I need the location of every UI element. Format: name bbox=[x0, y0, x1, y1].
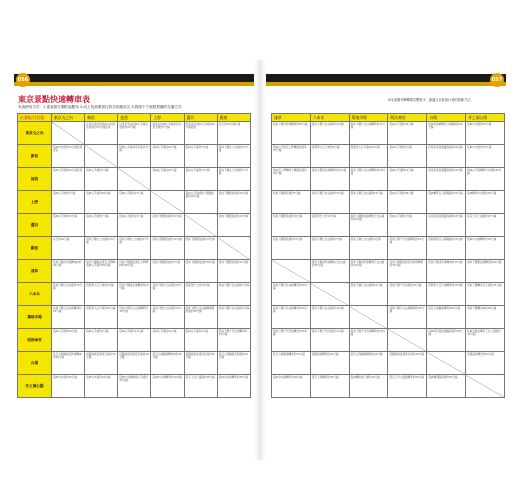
origin-station-label: 池袋 bbox=[18, 168, 52, 191]
column-header: 井之頭公園 bbox=[466, 114, 505, 122]
table-row bbox=[18, 375, 251, 398]
column-header: 淺草 bbox=[272, 114, 311, 122]
table-row bbox=[18, 352, 251, 375]
route-cell: 搭JR至澀谷轉京王井之頭線約30分鐘 bbox=[466, 329, 505, 352]
route-cell: 搭JR山手線約7分鐘 bbox=[85, 214, 118, 237]
route-cell: 搭地下鐵日比谷線約7分鐘 bbox=[310, 237, 349, 260]
right-page-note: ※本表僅列舉轉乘次數較少，最適合自助旅行者的路線方法。 bbox=[388, 98, 474, 102]
route-cell: 步行約10分鐘可達 bbox=[217, 122, 250, 145]
route-cell: 搭JR山手線約4分鐘 bbox=[388, 145, 427, 168]
same-station-cell bbox=[310, 283, 349, 306]
same-station-cell bbox=[52, 122, 85, 145]
route-cell: 搭京王井之頭線轉乘約30分鐘 bbox=[388, 375, 427, 398]
origin-station-label: 東京丸之內 bbox=[18, 122, 52, 145]
route-cell: 搭地下鐵日比谷線約10分鐘 bbox=[349, 283, 388, 306]
route-cell: 搭JR山手線至上野轉銀座線約35分鐘 bbox=[272, 145, 311, 168]
route-cell: 搭JR埼京線直通臨海線約30分鐘 bbox=[427, 329, 466, 352]
route-cell: 搭地下鐵銀座線約10分鐘 bbox=[217, 191, 250, 214]
route-cell: 搭JR山手線約30分鐘 bbox=[388, 122, 427, 145]
route-cell: 搭JR山手線約25分鐘 bbox=[52, 214, 85, 237]
route-cell: 搭JR中央線轉乘約35分鐘 bbox=[217, 375, 250, 398]
table-row bbox=[18, 283, 251, 306]
table-row bbox=[18, 122, 251, 145]
route-cell: 搭地下鐵日比谷線約15分鐘 bbox=[151, 283, 184, 306]
route-cell: 搭都營巴士約15分鐘 bbox=[310, 214, 349, 237]
right-transfer-table bbox=[271, 113, 505, 398]
origin-station-label: 新宿 bbox=[18, 145, 52, 168]
route-cell: 搭JR中央線約15分鐘 bbox=[85, 375, 118, 398]
route-cell: 搭臨海線直通埼京線約30分鐘 bbox=[388, 352, 427, 375]
same-station-cell bbox=[272, 260, 311, 283]
route-cell: 搭JR山手線約7分鐘 bbox=[184, 145, 217, 168]
route-cell: 搭JR山手線約2分鐘 bbox=[388, 214, 427, 237]
route-cell: 搭地下鐵日比谷線轉乘約30分鐘 bbox=[118, 306, 151, 329]
route-cell: 搭地下鐵千代田線轉乘約20分鐘 bbox=[349, 329, 388, 352]
route-cell: 步行約10分鐘 bbox=[52, 237, 85, 260]
table-row bbox=[18, 214, 251, 237]
route-cell: 搭臨海線直通埼京線約40分鐘 bbox=[118, 352, 151, 375]
table-row bbox=[18, 168, 251, 191]
origin-station-label: 築地市場 bbox=[18, 306, 52, 329]
route-cell: 搭都營大江戶線約9分鐘 bbox=[85, 283, 118, 306]
route-cell: 搭百合海鷗線轉乘約20分鐘 bbox=[427, 306, 466, 329]
route-cell: 搭地下鐵日比谷線約15分鐘 bbox=[310, 122, 349, 145]
origin-station-label: 淺草 bbox=[18, 260, 52, 283]
route-cell: 搭地下鐵銀座線約30分鐘 bbox=[184, 260, 217, 283]
route-cell: 搭地下鐵銀座線轉乘日比谷線約20分鐘 bbox=[349, 214, 388, 237]
route-cell: 搭JR山手線或地下鐵銀座線約30分鐘 bbox=[184, 191, 217, 214]
route-cell: 搭京王井之頭線約25分鐘 bbox=[184, 375, 217, 398]
route-cell: 搭地下鐵銀座線約15分鐘 bbox=[217, 260, 250, 283]
left-transfer-table bbox=[17, 113, 251, 398]
route-cell: 搭地下鐵銀座線約5分鐘 bbox=[272, 191, 311, 214]
route-cell: 搭JR山手線約4分鐘 bbox=[85, 329, 118, 352]
table-row bbox=[18, 260, 251, 283]
table-row bbox=[272, 329, 505, 352]
table-row bbox=[18, 329, 251, 352]
route-cell: 搭百合海鷗線轉乘約20分鐘 bbox=[349, 352, 388, 375]
route-cell: 搭地下鐵日比谷線轉乘銀座線約20分鐘 bbox=[184, 306, 217, 329]
route-cell: 搭JR山手線約30分鐘 bbox=[388, 191, 427, 214]
route-cell: 搭地下鐵轉乘京王線約35分鐘 bbox=[466, 283, 505, 306]
route-cell: 搭百合海鷗線轉乘JR約30分鐘 bbox=[151, 352, 184, 375]
route-cell: 搭地下鐵丸之內線約17分鐘 bbox=[118, 237, 151, 260]
route-cell: 搭地下鐵淺草線轉乘日比谷線約30分鐘 bbox=[310, 260, 349, 283]
route-cell: 搭地下鐵日比谷線轉乘約30分鐘 bbox=[349, 168, 388, 191]
left-header-band bbox=[14, 74, 254, 86]
table-row bbox=[272, 168, 505, 191]
route-cell: 搭JR山手線約25分鐘抵達 bbox=[52, 168, 85, 191]
route-cell: 搭都營大江戶線轉乘約25分鐘 bbox=[427, 283, 466, 306]
column-header: 台場 bbox=[427, 114, 466, 122]
book-gutter bbox=[254, 60, 266, 460]
route-cell: 往東京車站搭乘JR中央線往新宿約15分鐘抵達 bbox=[85, 122, 118, 145]
route-cell: 搭JR轉乘臨海線約50分鐘 bbox=[427, 375, 466, 398]
route-cell: 搭地下鐵日比谷線約7分鐘 bbox=[217, 283, 250, 306]
origin-station-label: 井之頭公園 bbox=[18, 375, 52, 398]
route-cell: 搭JR至上野轉地下鐵銀座線約30分鐘 bbox=[272, 168, 311, 191]
route-cell: 從東京搭JR山手線或京浜東北線約7分鐘 bbox=[151, 122, 184, 145]
route-cell: 搭地下鐵千代田線轉乘約15分鐘 bbox=[217, 329, 250, 352]
column-header: 六本木 bbox=[310, 114, 349, 122]
route-cell: 從新橋搭百合海鷗線約15分鐘 bbox=[427, 237, 466, 260]
route-cell: 搭JR山手線約25分鐘 bbox=[85, 191, 118, 214]
route-cell: 搭地下鐵淺草線轉乘JR約20分鐘 bbox=[52, 260, 85, 283]
route-cell: 搭地下鐵日比谷線轉乘約20分鐘 bbox=[272, 306, 311, 329]
same-station-cell bbox=[118, 168, 151, 191]
route-cell: 搭地下鐵淺草線轉乘約20分鐘 bbox=[272, 122, 311, 145]
route-cell: 搭地下鐵丸之內線約17分鐘 bbox=[217, 168, 250, 191]
origin-station-label: 明治神宮 bbox=[18, 329, 52, 352]
route-cell: 搭地下鐵銀座線約30分鐘 bbox=[151, 214, 184, 237]
route-cell: 搭臨海線轉乘約50分鐘 bbox=[466, 352, 505, 375]
same-station-cell bbox=[184, 214, 217, 237]
route-cell: 搭都營大江戶線約9分鐘 bbox=[310, 145, 349, 168]
column-header: 銀座 bbox=[217, 114, 250, 122]
origin-station-label: 澀谷 bbox=[18, 214, 52, 237]
route-cell: 搭都營巴士約15分鐘 bbox=[184, 283, 217, 306]
column-header: 東京丸之內 bbox=[52, 114, 85, 122]
route-cell: 搭百合海鷗線至新橋轉JR約20分鐘 bbox=[52, 352, 85, 375]
same-station-cell bbox=[85, 145, 118, 168]
route-cell: 從東京搭乘JR山手線約25分鐘抵達 bbox=[184, 122, 217, 145]
route-cell: 搭臨海線直通埼京線約30分鐘 bbox=[85, 352, 118, 375]
route-cell: 搭JR山手線約12分鐘 bbox=[388, 168, 427, 191]
route-cell: 搭地下鐵銀座線至上野轉乘JR山手線約35分鐘 bbox=[85, 260, 118, 283]
route-cell: 搭地下鐵日比谷線約3分鐘 bbox=[217, 306, 250, 329]
route-cell: 搭JR山手線約15分鐘 bbox=[118, 191, 151, 214]
route-cell: 搭地下鐵日比谷線轉乘約20分鐘 bbox=[388, 306, 427, 329]
route-cell: 搭JR山手線約25分鐘 bbox=[151, 145, 184, 168]
table-row bbox=[272, 145, 505, 168]
route-cell: 搭地下鐵銀座線約30分鐘 bbox=[272, 214, 311, 237]
same-station-cell bbox=[388, 329, 427, 352]
table-row bbox=[272, 283, 505, 306]
route-cell: 搭地下鐵銀座線約15分鐘 bbox=[184, 237, 217, 260]
route-cell: 搭JR山手線約30分鐘 bbox=[52, 329, 85, 352]
route-cell: 搭臨海線直通埼京線約25分鐘 bbox=[184, 352, 217, 375]
route-cell: 搭埼京線直通臨海線約30分鐘 bbox=[427, 145, 466, 168]
table-corner-header: 出發點/目的地 bbox=[18, 114, 52, 122]
origin-station-label: 台場 bbox=[18, 352, 52, 375]
route-cell: 搭JR中央線轉乘山手線約25分鐘 bbox=[118, 375, 151, 398]
route-cell: 搭JR中央線轉乘約50分鐘 bbox=[272, 375, 311, 398]
route-cell: 搭地下鐵南北線轉乘約25分鐘 bbox=[310, 168, 349, 191]
route-cell: 搭JR山手線約15分鐘 bbox=[118, 214, 151, 237]
left-page-number: 056 bbox=[16, 73, 30, 87]
origin-station-label: 銀座 bbox=[18, 237, 52, 260]
column-header: 明治神宮 bbox=[388, 114, 427, 122]
route-cell: 搭JR山手線約2分鐘 bbox=[184, 329, 217, 352]
route-cell: 搭JR山手線約15分鐘 bbox=[151, 168, 184, 191]
route-cell: 搭地下鐵銀座線約15分鐘 bbox=[272, 237, 311, 260]
route-cell: 搭地下鐵千代田線約10分鐘 bbox=[388, 283, 427, 306]
route-cell: 搭地下鐵日比谷線轉乘約15分鐘 bbox=[349, 122, 388, 145]
same-station-cell bbox=[349, 306, 388, 329]
page-subtitle: 本表使用方法：1.從表格左側的起點站 2.向上找到要前往的目的地站名 3.對照下方表格對應的交通方式 bbox=[18, 105, 182, 109]
route-cell: 搭JR山手線約30分鐘 bbox=[151, 329, 184, 352]
route-cell: 搭地下鐵銀座線約10分鐘 bbox=[151, 237, 184, 260]
table-row bbox=[272, 214, 505, 237]
route-cell: 搭JR中央線約15分鐘 bbox=[466, 145, 505, 168]
page-title: 東京景點快速轉車表 bbox=[18, 95, 90, 104]
column-header: 池袋 bbox=[118, 114, 151, 122]
same-station-cell bbox=[466, 375, 505, 398]
origin-station-label: 六本木 bbox=[18, 283, 52, 306]
table-row bbox=[272, 352, 505, 375]
column-header: 上野 bbox=[151, 114, 184, 122]
route-cell: 搭地下鐵千代田線轉乘約15分鐘 bbox=[388, 237, 427, 260]
column-header: 築地市場 bbox=[349, 114, 388, 122]
route-cell: 搭地下鐵日比谷線約15分鐘 bbox=[310, 191, 349, 214]
table-row bbox=[272, 375, 505, 398]
route-cell: 搭地下鐵日比谷線轉乘約15分鐘 bbox=[52, 306, 85, 329]
route-cell: 搭地下鐵日比谷線約3分鐘 bbox=[349, 237, 388, 260]
route-cell: 搭臨海線轉乘約25分鐘 bbox=[310, 352, 349, 375]
route-cell: 搭地下鐵日比谷線約15分鐘 bbox=[151, 306, 184, 329]
route-cell: 搭地下鐵丸之內線約15分鐘 bbox=[217, 145, 250, 168]
column-header: 澀谷 bbox=[184, 114, 217, 122]
route-cell: 搭地下鐵銀座線至表參道轉乘約30分鐘 bbox=[388, 260, 427, 283]
route-cell: 搭地下鐵日比谷線約15分鐘 bbox=[349, 191, 388, 214]
table-row bbox=[18, 145, 251, 168]
table-row bbox=[18, 191, 251, 214]
route-cell: 搭地下鐵日比谷線約10分鐘 bbox=[310, 306, 349, 329]
route-cell: 搭地下鐵銀座線至上野轉JR約30分鐘 bbox=[118, 260, 151, 283]
route-cell: 搭埼京線直通臨海線約25分鐘 bbox=[427, 214, 466, 237]
route-cell: 搭JR山手線約7分鐘 bbox=[85, 168, 118, 191]
route-cell: 搭地下鐵日比谷線約15分鐘 bbox=[52, 283, 85, 306]
route-cell: 搭JR山手線轉乘中央線約25分鐘 bbox=[466, 168, 505, 191]
route-cell: 搭京王線轉乘約35分鐘 bbox=[310, 375, 349, 398]
route-cell: 搭JR山手線約15分鐘 bbox=[184, 168, 217, 191]
route-cell: 搭百合海鷗線至新橋約15分鐘 bbox=[217, 352, 250, 375]
route-cell: 搭JR中央線約30分鐘 bbox=[52, 375, 85, 398]
right-page-number: 057 bbox=[490, 73, 504, 87]
route-cell: 搭JR至新橋轉百合海鷗線約20分鐘 bbox=[427, 122, 466, 145]
route-cell: 搭都營大江戶線約20分鐘 bbox=[85, 306, 118, 329]
table-row bbox=[272, 122, 505, 145]
route-cell: 搭地下鐵千代田線轉乘約30分鐘 bbox=[272, 329, 311, 352]
route-cell: 搭京王井之頭線約25分鐘 bbox=[466, 214, 505, 237]
route-cell: 搭JR山手線約7分鐘 bbox=[52, 191, 85, 214]
route-cell: 搭地下鐵銀座線轉乘約50分鐘 bbox=[466, 260, 505, 283]
same-station-cell bbox=[151, 191, 184, 214]
route-cell: 搭JR中央線約15分鐘抵達東京 bbox=[52, 145, 85, 168]
route-cell: 搭百合海鷗線轉乘約35分鐘 bbox=[272, 352, 311, 375]
table-row bbox=[272, 260, 505, 283]
route-cell: 搭JR山手線或埼京線約7分鐘 bbox=[118, 145, 151, 168]
column-header: 新宿 bbox=[85, 114, 118, 122]
route-cell: 搭地下鐵丸之內線約15分鐘 bbox=[85, 237, 118, 260]
route-cell: 搭地下鐵轉乘JR約45分鐘 bbox=[466, 306, 505, 329]
route-cell: 搭JR轉乘百合海鷗線約30分鐘 bbox=[427, 191, 466, 214]
right-header-band bbox=[266, 74, 506, 86]
route-cell: 搭埼京線直通臨海線約40分鐘 bbox=[427, 168, 466, 191]
table-row bbox=[18, 237, 251, 260]
route-cell: 搭JR山手線約12分鐘 bbox=[118, 329, 151, 352]
route-cell: 搭地下鐵日比谷線轉乘約30分鐘 bbox=[272, 283, 311, 306]
origin-station-label: 上野 bbox=[18, 191, 52, 214]
route-cell: 搭地下鐵淺草線轉乘約35分鐘 bbox=[427, 260, 466, 283]
route-cell: 搭JR轉乘中央線約40分鐘 bbox=[466, 191, 505, 214]
route-cell: 搭地下鐵淺草線轉乘日比谷線約20分鐘 bbox=[349, 260, 388, 283]
table-row bbox=[272, 306, 505, 329]
route-cell: 搭JR中央線約30分鐘 bbox=[466, 122, 505, 145]
route-cell: 搭JR中央線轉乘約40分鐘 bbox=[151, 375, 184, 398]
route-cell: 搭地下鐵銀座線約15分鐘 bbox=[217, 214, 250, 237]
same-station-cell bbox=[217, 237, 250, 260]
route-cell: 搭地下鐵千代田線約10分鐘 bbox=[310, 329, 349, 352]
route-cell: 搭JR中央線轉乘約35分鐘 bbox=[466, 237, 505, 260]
table-row bbox=[18, 306, 251, 329]
route-cell: 搭地下鐵南北線轉乘約25分鐘 bbox=[118, 283, 151, 306]
route-cell: 搭地下鐵銀座線約5分鐘 bbox=[151, 260, 184, 283]
table-row bbox=[272, 237, 505, 260]
table-row bbox=[272, 191, 505, 214]
route-cell: 搭都營大江戶線約20分鐘 bbox=[349, 145, 388, 168]
route-cell: 往東京車站搭JR山手線往池袋約25分鐘 bbox=[118, 122, 151, 145]
same-station-cell bbox=[427, 352, 466, 375]
route-cell: 搭JR轉乘地下鐵約45分鐘 bbox=[349, 375, 388, 398]
